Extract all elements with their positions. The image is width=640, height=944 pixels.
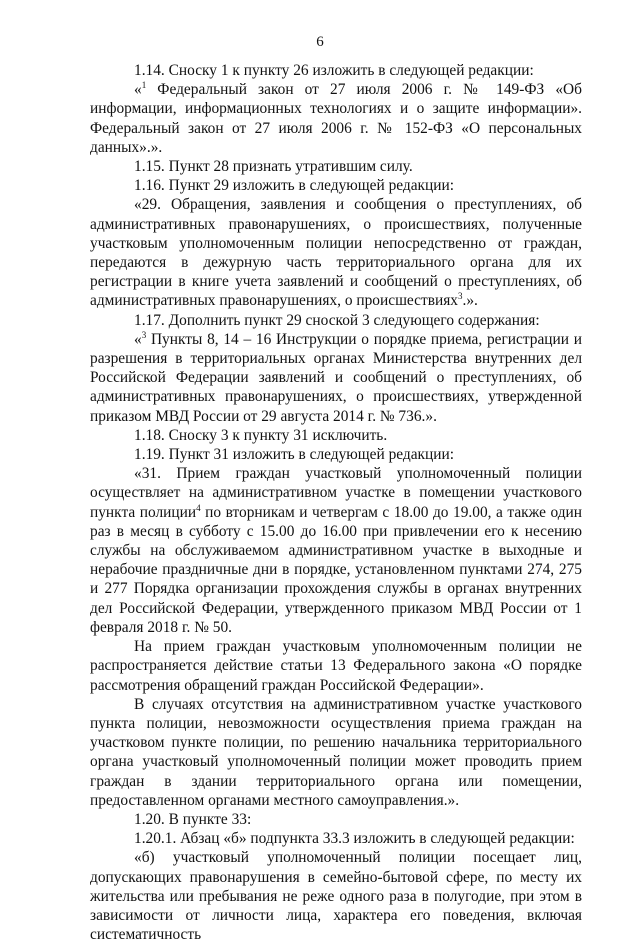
paragraph-text: « xyxy=(134,330,142,348)
footnote-mark: 3 xyxy=(457,291,463,302)
paragraph-1-20 xyxy=(90,810,582,829)
paragraph-1-14 xyxy=(90,61,582,80)
paragraph-text: На прием граждан участковым уполномоченным полиции не распространяется действие статьи 13 Федерального закона «О порядке рассмотрения обращений граждан Российской Федерации». xyxy=(90,638,582,694)
paragraph-text: 1.15. Пункт 28 признать утратившим силу. xyxy=(134,158,413,176)
paragraph-text: 1.18. Сноску 3 к пункту 31 исключить. xyxy=(134,426,388,444)
paragraph-text: Федеральный закон от 27 июля 2006 г. № 149-ФЗ «Об информации, информационных технологиях и о защите информации». Федеральный закон от 27 июля 2006 г. № 152-ФЗ «О персональных данных».». xyxy=(90,81,582,156)
paragraph-text: 1.14. Сноску 1 к пункту 26 изложить в следующей редакции: xyxy=(134,62,534,79)
paragraph-1-16 xyxy=(90,176,582,195)
paragraph-subitem-b xyxy=(90,848,582,944)
footnote-mark: 1 xyxy=(141,80,147,91)
paragraph-text: .». xyxy=(462,292,478,310)
paragraph-text: В случаях отсутствия на административном участке участкового пункта полиции, невозможности осуществления приема граждан на участковом пункте полиции, по решению начальника территориального органа участковый уполномоченный полиции может проводить прием граждан в здании территориального органа или помещении, предоставленном органами местного самоуправления.». xyxy=(90,695,582,809)
paragraph-1-19 xyxy=(90,445,582,464)
paragraph-1-15 xyxy=(90,157,582,176)
paragraph-text: « xyxy=(134,81,142,99)
paragraph-reception-exemption xyxy=(90,637,582,695)
document-body xyxy=(90,61,582,944)
paragraph-text: по вторникам и четвергам с 18.00 до 19.00, а также один раз в месяц в субботу с 15.00 до 16.00 при привлечении его к несению службы на обслуживаемом административном участке в выходные и нерабочие праздничные дни в порядке, установленном пунктами 274, 275 и 277 Порядка организации прохождения службы в органах внутренних дел Российской Федерации, утвержденного приказом МВД России от 1 февраля 2018 г. № 50. xyxy=(90,503,583,636)
paragraph-text: 1.17. Дополнить пункт 29 сноской 3 следующего содержания: xyxy=(134,311,540,329)
paragraph-1-18 xyxy=(90,426,582,445)
footnote-mark: 3 xyxy=(141,329,147,340)
paragraph-text: 1.20.1. Абзац «б» подпункта 33.3 изложить в следующей редакции: xyxy=(134,830,575,848)
paragraph-text: 1.19. Пункт 31 изложить в следующей редакции: xyxy=(134,446,455,464)
page-number: 6 xyxy=(316,34,324,50)
paragraph-text: «б) участковый уполномоченный полиции посещает лиц, допускающих правонарушения в семейно-бытовой сфере, по месту их жительства или пребывания не реже одного раза в полугодие, при этом в зависимости от личности лица, характера его поведения, включая систематичность xyxy=(90,849,582,944)
paragraph-absence-cases xyxy=(90,695,582,810)
paragraph-text: 1.16. Пункт 29 изложить в следующей редакции: xyxy=(134,177,455,195)
paragraph-footnote-3-text xyxy=(90,330,582,426)
paragraph-item-29 xyxy=(90,195,582,310)
paragraph-text: «29. Обращения, заявления и сообщения о преступлениях, об административных правонарушениях, о происшествиях, полученные участковым уполномоченным полиции непосредственно от граждан, передаются в дежурную часть территориального органа для их регистрации в книге учета заявлений и сообщений о преступлениях, об административных правонарушениях, о происшествиях xyxy=(90,196,582,310)
paragraph-text: 1.20. В пункте 33: xyxy=(134,810,252,828)
paragraph-1-17 xyxy=(90,311,582,330)
paragraph-text: «31. Прием граждан участковый уполномоченный полиции осуществляет на административном участке в помещении участкового пункта полиции xyxy=(90,465,582,521)
paragraph-text: Пункты 8, 14 – 16 Инструкции о порядке приема, регистрации и разрешения в территориальных органах Министерства внутренних дел Российской Федерации заявлений и сообщений о преступлениях, об административных правонарушениях, о происшествиях, утвержденной приказом МВД России от 29 августа 2014 г. № 736.». xyxy=(90,330,582,425)
footnote-mark: 4 xyxy=(196,502,201,513)
paragraph-item-31 xyxy=(90,464,582,637)
paragraph-1-20-1 xyxy=(90,829,582,848)
paragraph-footnote-1-text xyxy=(90,80,582,157)
